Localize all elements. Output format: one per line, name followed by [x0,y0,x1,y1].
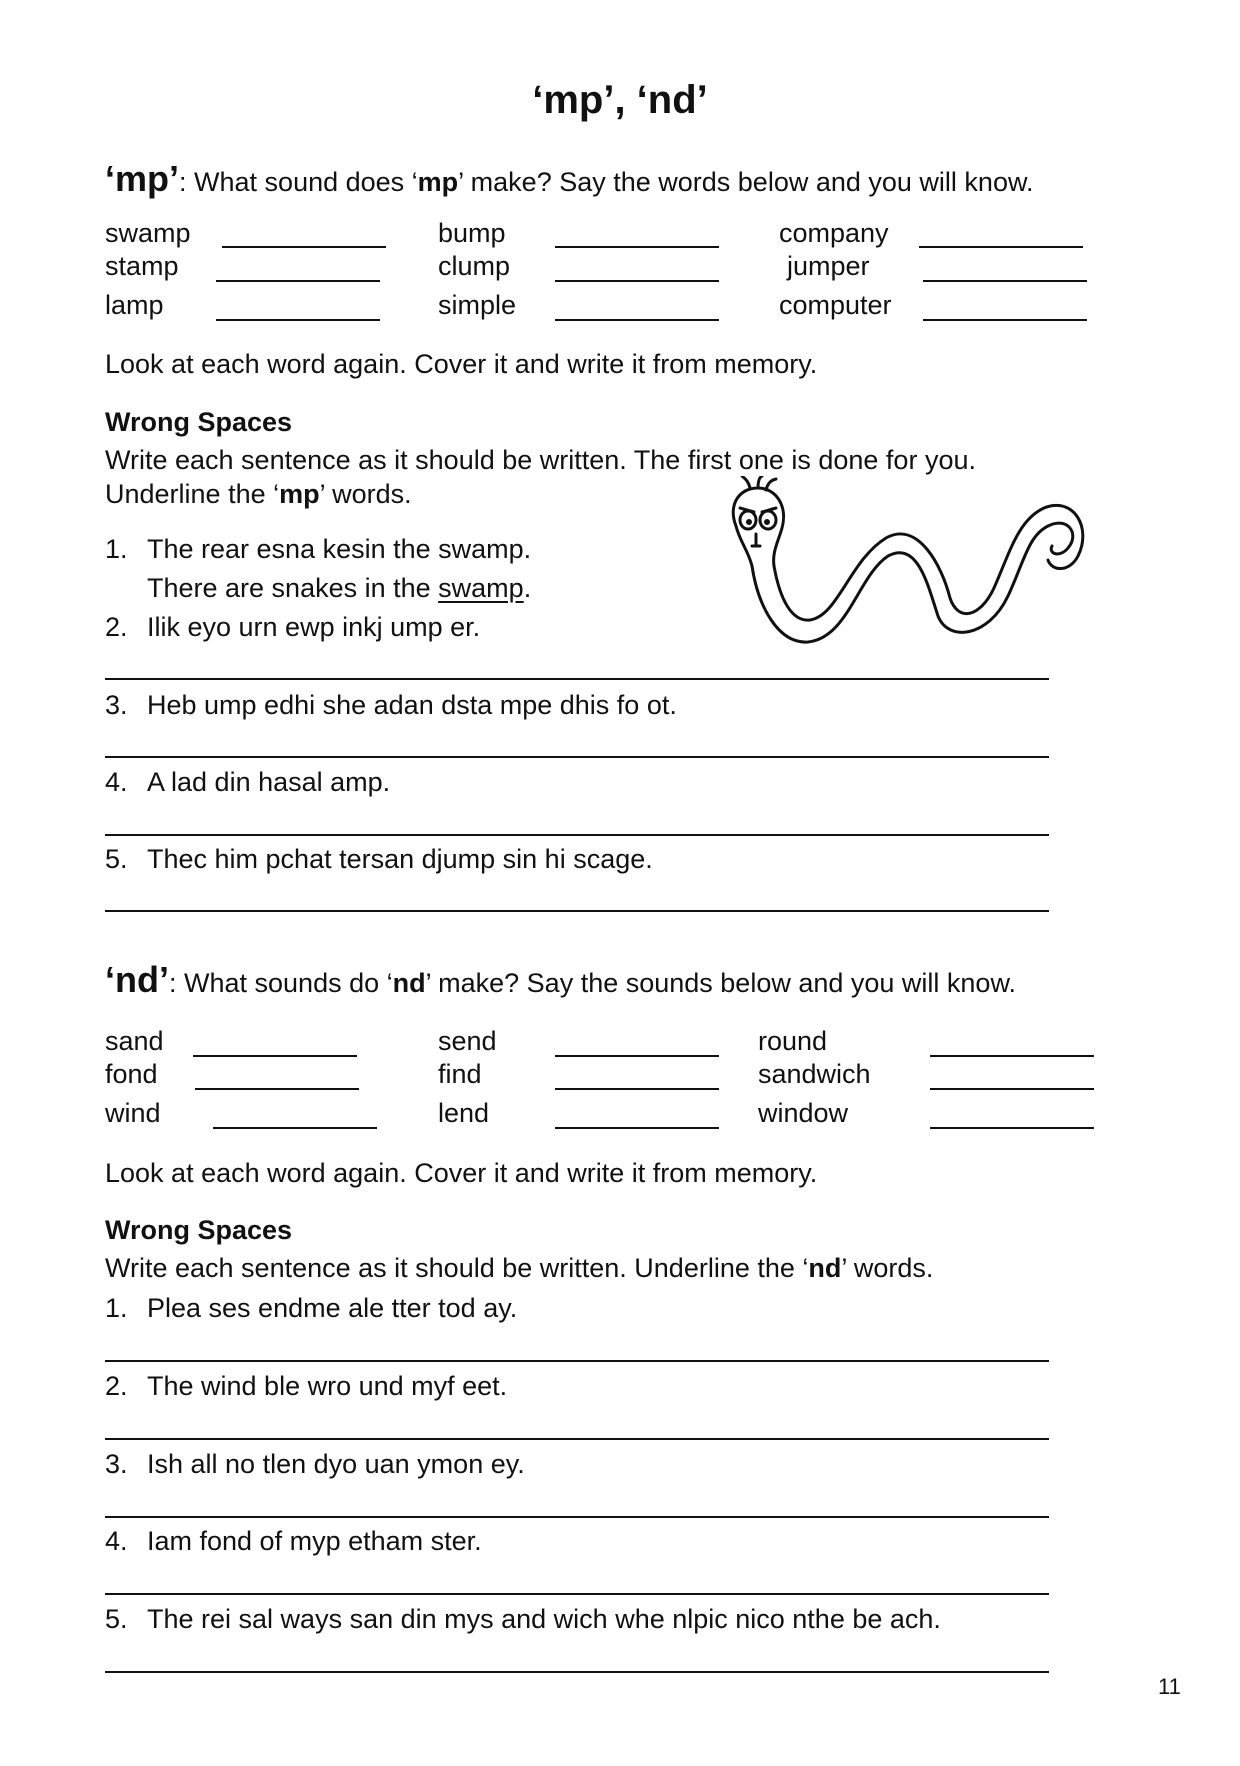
nd-intro [105,959,1016,1001]
mp-word: stamp [105,251,179,281]
mp-answer-line[interactable] [105,756,1049,758]
nd-task-text-a: Write each sentence as it should be written. Underline the ‘ [105,1253,809,1283]
mp-item-text: A lad din hasal amp. [147,767,391,797]
mp-word: company [779,218,889,248]
mp-answer-blank[interactable] [923,319,1087,321]
nd-answer-blank[interactable] [930,1088,1094,1090]
mp-intro-text-a: What sound does ‘ [186,167,418,197]
mp-intro-text-b: ’ make? Say the words below and you will know. [458,167,1034,197]
mp-answer-blank[interactable] [555,246,719,248]
mp-intro-label: ‘mp’ [105,158,180,199]
nd-intro-label: ‘nd’ [105,959,169,1000]
nd-intro-text-a: What sounds do ‘ [176,968,393,998]
mp-answer-line[interactable] [105,678,1049,680]
nd-item-number: 5. [105,1604,128,1634]
nd-word: find [438,1059,482,1089]
nd-item-number: 3. [105,1449,128,1479]
nd-answer-blank[interactable] [930,1055,1094,1057]
mp-intro [105,158,1033,200]
nd-item-number: 1. [105,1293,128,1323]
nd-answer-blank[interactable] [555,1127,719,1129]
mp-task-text-a: Underline the ‘ [105,479,280,509]
nd-item-number: 4. [105,1526,128,1556]
nd-item-text: Iam fond of myp etham ster. [147,1526,482,1556]
mp-instruction: Look at each word again. Cover it and write it from memory. [105,349,818,379]
mp-task-line-2 [105,479,412,510]
mp-intro-bold: mp [417,167,459,197]
mp-item-number: 1. [105,534,128,564]
nd-item-text: The rei sal ways san din mys and wich whe nlpic nico nthe be ach. [147,1604,941,1634]
mp-item-text: Heb ump edhi she adan dsta mpe dhis fo ot. [147,690,677,720]
nd-word: wind [105,1098,161,1128]
mp-item-number: 5. [105,844,128,874]
mp-section-heading: Wrong Spaces [105,407,293,437]
mp-answer-blank[interactable] [222,246,386,248]
snake-illustration [718,476,1086,648]
mp-answer-blank[interactable] [919,246,1083,248]
nd-section-heading: Wrong Spaces [105,1215,293,1245]
nd-word: round [758,1026,828,1056]
nd-answer-blank[interactable] [195,1088,359,1090]
nd-task [105,1253,933,1284]
nd-answer-blank[interactable] [555,1055,719,1057]
nd-item-text: Plea ses endme ale tter tod ay. [147,1293,518,1323]
mp-item-text: Thec him pchat tersan djump sin hi scage. [147,844,653,874]
page-title: ‘mp’, ‘nd’ [532,78,708,122]
page-number: 11 [1158,1674,1181,1699]
nd-answer-line[interactable] [105,1516,1049,1518]
nd-answer-blank[interactable] [193,1055,357,1057]
mp-word: swamp [105,218,191,248]
mp-answer-blank[interactable] [216,319,380,321]
mp-word: lamp [105,290,164,320]
nd-instruction: Look at each word again. Cover it and write it from memory. [105,1158,818,1188]
mp-task-line-1: Write each sentence as it should be written. The first one is done for you. [105,445,976,475]
mp-example-answer-underlined: swamp [438,573,524,603]
nd-answer-line[interactable] [105,1360,1049,1362]
nd-answer-line[interactable] [105,1593,1049,1595]
nd-word: send [438,1026,497,1056]
mp-word: computer [779,290,892,320]
nd-item-number: 2. [105,1371,128,1401]
mp-task-text-b: ’ words. [319,479,412,509]
mp-word: bump [438,218,506,248]
nd-word: sandwich [758,1059,871,1089]
mp-task-bold: mp [279,479,320,509]
nd-intro-text-b: ’ make? Say the sounds below and you will know. [425,968,1016,998]
mp-example-answer-a: There are snakes in the [147,573,439,603]
mp-answer-line[interactable] [105,910,1049,912]
nd-answer-line[interactable] [105,1438,1049,1440]
mp-intro-colon: : [179,167,187,197]
mp-item-number: 3. [105,690,128,720]
mp-answer-blank[interactable] [555,280,719,282]
nd-word: lend [438,1098,490,1128]
nd-word: window [758,1098,849,1128]
mp-item-text: Ilik eyo urn ewp inkj ump er. [147,612,481,642]
nd-task-text-b: ’ words. [841,1253,934,1283]
nd-answer-blank[interactable] [213,1127,377,1129]
mp-answer-blank[interactable] [923,280,1087,282]
nd-word: sand [105,1026,164,1056]
mp-word: clump [438,251,511,281]
mp-word: simple [438,290,517,320]
nd-word: fond [105,1059,158,1089]
nd-answer-line[interactable] [105,1671,1049,1673]
mp-word: jumper [787,251,870,281]
mp-item-number: 2. [105,612,128,642]
mp-example-answer-b: . [523,573,532,603]
nd-answer-blank[interactable] [930,1127,1094,1129]
mp-example-answer [147,573,531,604]
nd-intro-colon: : [168,968,177,998]
nd-item-text: Ish all no tlen dyo uan ymon ey. [147,1449,525,1479]
mp-answer-line[interactable] [105,834,1049,836]
mp-item-text: The rear esna kesin the swamp. [147,534,532,564]
mp-answer-blank[interactable] [216,280,380,282]
mp-answer-blank[interactable] [555,319,719,321]
mp-item-number: 4. [105,767,128,797]
nd-item-text: The wind ble wro und myf eet. [147,1371,508,1401]
nd-answer-blank[interactable] [555,1088,719,1090]
nd-intro-bold: nd [392,968,426,998]
nd-task-bold: nd [808,1253,842,1283]
